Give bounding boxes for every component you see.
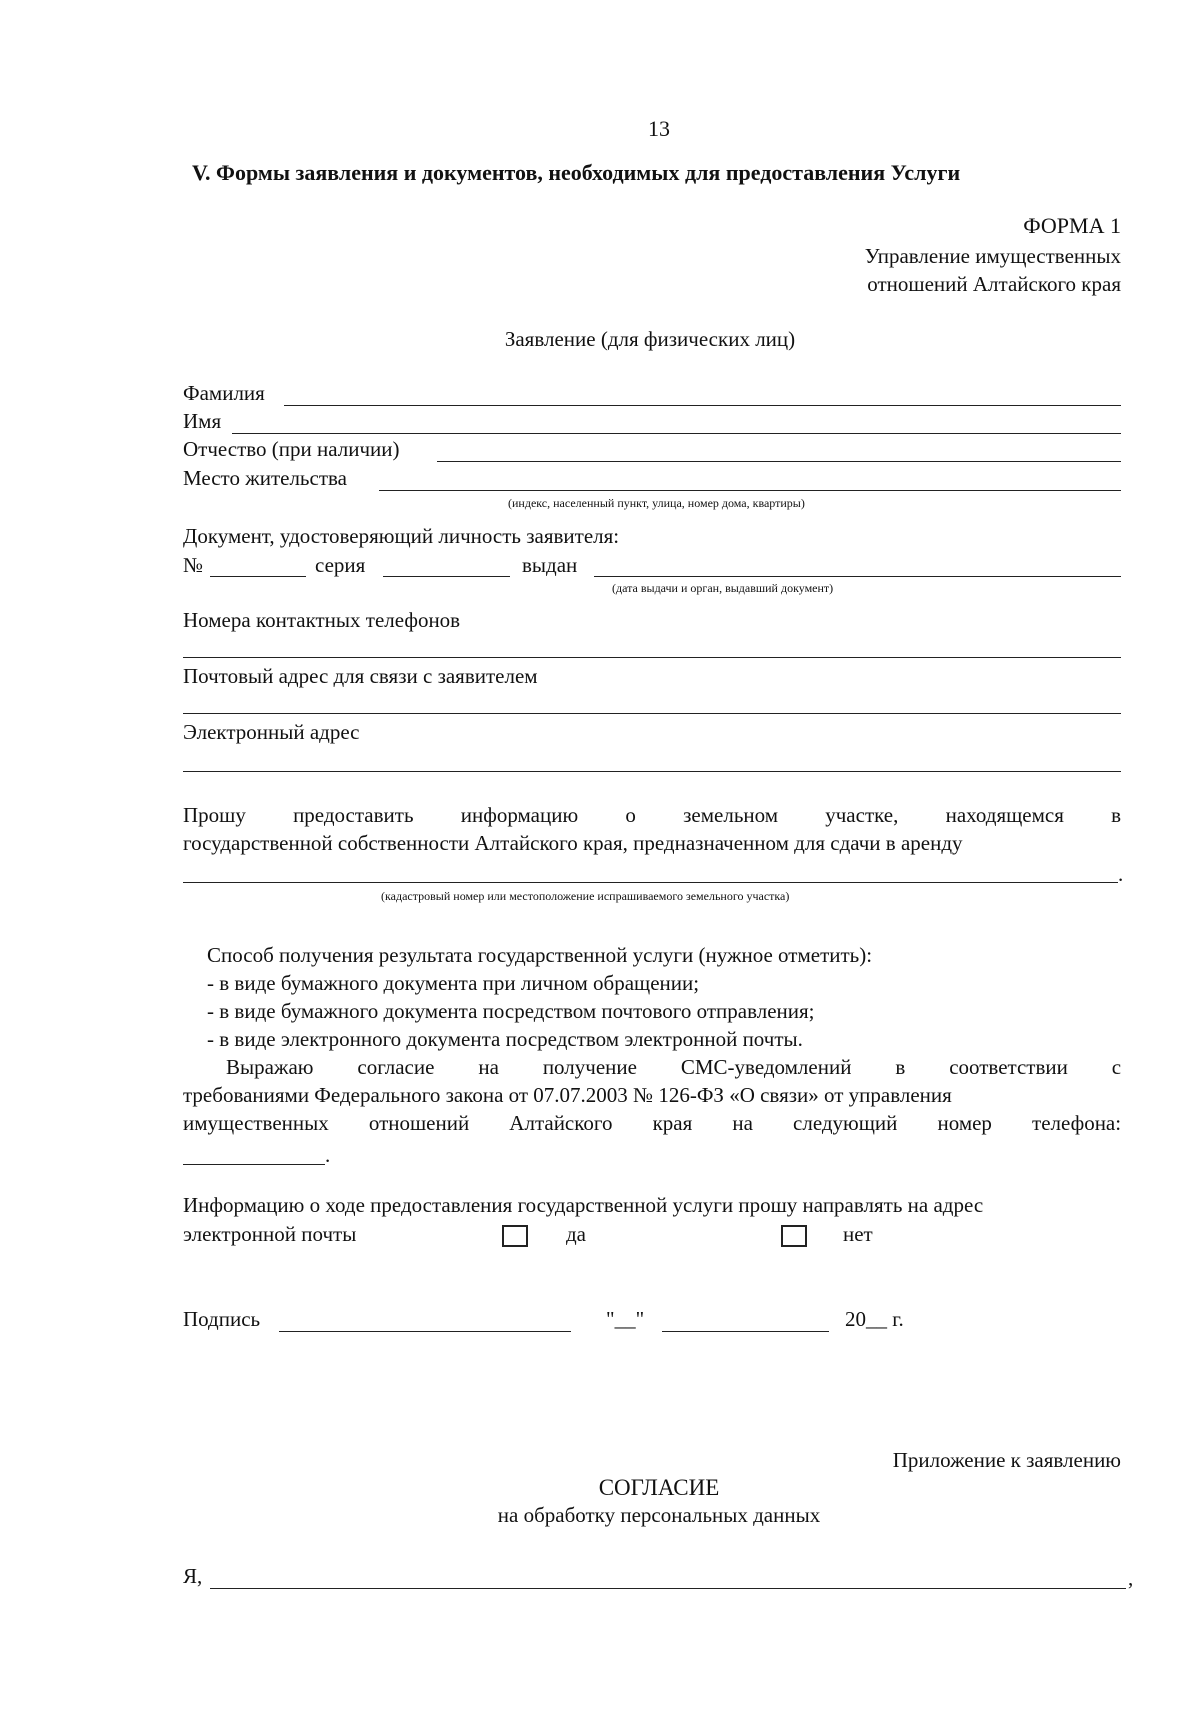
method-option-2: - в виде бумажного документа посредством почтового отправления; xyxy=(207,999,815,1023)
number-label: № xyxy=(183,553,204,577)
series-label: серия xyxy=(315,553,366,577)
postal-label: Почтовый адрес для связи с заявителем xyxy=(183,664,538,688)
id-document-label: Документ, удостоверяющий личность заявителя: xyxy=(183,524,620,548)
signature-label: Подпись xyxy=(183,1307,261,1331)
issued-label: выдан xyxy=(522,553,578,577)
residence-label: Место жительства xyxy=(183,466,347,490)
method-option-1: - в виде бумажного документа при личном обращении; xyxy=(207,971,700,995)
date-month-field[interactable] xyxy=(662,1331,829,1332)
sms-consent-line-3: имущественных отношений Алтайского края на следующий номер телефона: xyxy=(183,1111,1122,1135)
date-year: 20__ г. xyxy=(845,1307,904,1331)
consent-title: СОГЛАСИЕ xyxy=(598,1475,720,1500)
postal-field[interactable] xyxy=(183,713,1121,714)
name-field[interactable] xyxy=(232,433,1121,434)
parcel-hint: (кадастровый номер или местоположение испрашиваемого земельного участка) xyxy=(381,889,790,903)
appendix-label: Приложение к заявлению xyxy=(892,1448,1121,1472)
patronymic-field[interactable] xyxy=(437,461,1121,462)
full-name-field[interactable] xyxy=(210,1588,1126,1589)
email-info-line-1: Информацию о ходе предоставления государственной услуги прошу направлять на адрес xyxy=(183,1193,984,1217)
phones-field[interactable] xyxy=(183,657,1121,658)
sms-consent-dot: . xyxy=(325,1143,331,1167)
surname-label: Фамилия xyxy=(183,381,265,405)
email-label: Электронный адрес xyxy=(183,720,360,744)
request-line-2: государственной собственности Алтайского края, предназначенном для сдачи в аренду xyxy=(183,831,963,855)
section-title: V. Формы заявления и документов, необходимых для предоставления Услуги xyxy=(192,160,961,185)
trailing-comma: , xyxy=(1128,1566,1134,1590)
yes-checkbox[interactable] xyxy=(502,1225,528,1247)
sms-consent-line-1: Выражаю согласие на получение СМС-уведомлений в соответствии с xyxy=(226,1055,1122,1079)
page-number: 13 xyxy=(648,116,670,141)
addressee-line-2: отношений Алтайского края xyxy=(867,272,1121,296)
yes-label: да xyxy=(566,1222,587,1246)
series-field[interactable] xyxy=(383,576,510,577)
no-checkbox[interactable] xyxy=(781,1225,807,1247)
email-field[interactable] xyxy=(183,771,1121,772)
name-label: Имя xyxy=(183,409,222,433)
parcel-field[interactable] xyxy=(183,882,1118,883)
email-info-line-2: электронной почты xyxy=(183,1222,357,1246)
i-label: Я, xyxy=(183,1564,203,1588)
addressee-line-1: Управление имущественных xyxy=(864,244,1121,268)
consent-subtitle: на обработку персональных данных xyxy=(497,1503,821,1527)
surname-field[interactable] xyxy=(284,405,1121,406)
application-title: Заявление (для физических лиц) xyxy=(504,327,796,351)
date-day: "__" xyxy=(606,1307,645,1331)
method-title: Способ получения результата государственной услуги (нужное отметить): xyxy=(207,943,873,967)
issued-field[interactable] xyxy=(594,576,1121,577)
phones-label: Номера контактных телефонов xyxy=(183,608,461,632)
form-label: ФОРМА 1 xyxy=(1023,213,1121,238)
issued-hint: (дата выдачи и орган, выдавший документ) xyxy=(612,581,834,595)
method-option-3: - в виде электронного документа посредством электронной почты. xyxy=(207,1027,803,1051)
signature-field[interactable] xyxy=(279,1331,571,1332)
residence-hint: (индекс, населенный пункт, улица, номер дома, квартиры) xyxy=(508,496,805,510)
residence-field[interactable] xyxy=(379,490,1121,491)
no-label: нет xyxy=(843,1222,873,1246)
sms-consent-line-2: требованиями Федерального закона от 07.07.2003 № 126-ФЗ «О связи» от управления xyxy=(183,1083,952,1107)
request-line-1: Прошу предоставить информацию о земельном участке, находящемся в xyxy=(183,803,1122,827)
request-dot: . xyxy=(1118,862,1124,886)
number-field[interactable] xyxy=(210,576,306,577)
sms-phone-field[interactable] xyxy=(183,1164,325,1165)
patronymic-label: Отчество (при наличии) xyxy=(183,437,400,461)
